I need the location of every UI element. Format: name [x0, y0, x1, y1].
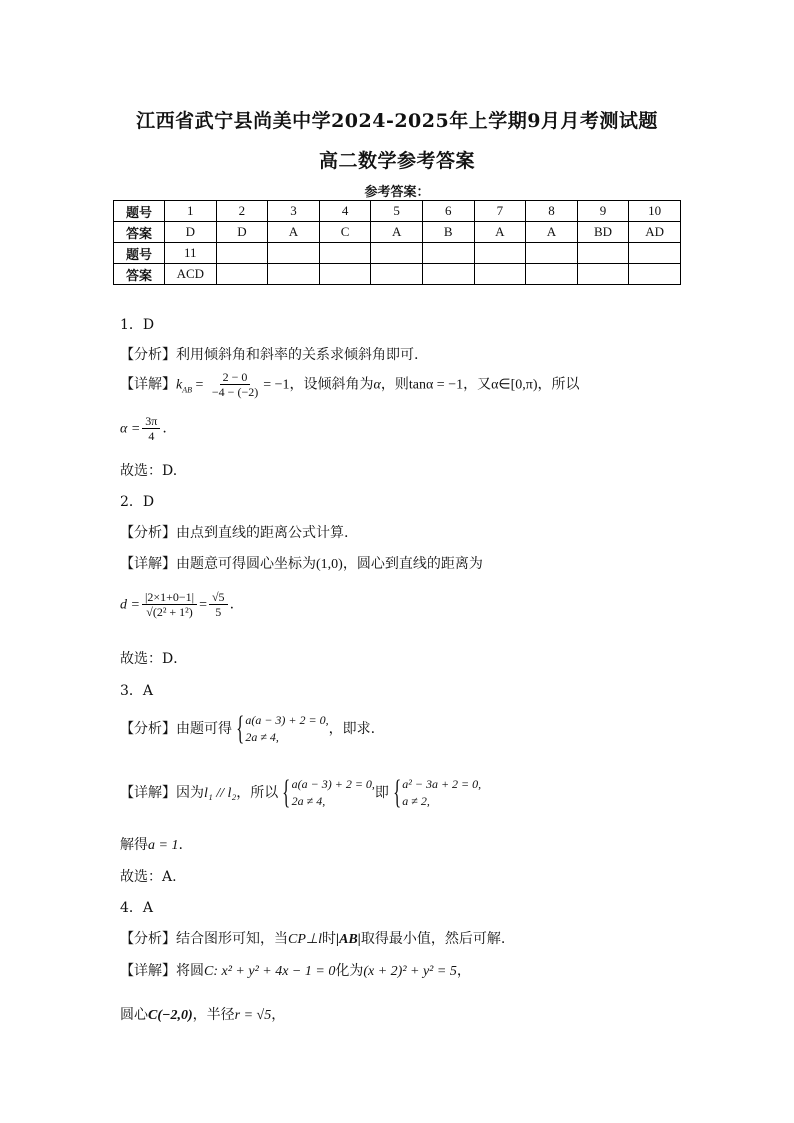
q1-k-sub: AB — [182, 385, 192, 395]
q2-fraction — [142, 590, 197, 619]
table-cell — [577, 264, 629, 285]
q2-detail-text2: ，圆心到直线的距离为 — [342, 556, 483, 572]
q4-center — [120, 1004, 285, 1024]
detail-tag: 【详解】 — [120, 556, 176, 572]
q1-eq-rest: = −1 — [263, 377, 290, 393]
table-cell: A — [526, 222, 578, 243]
q2-heading: 2．D — [120, 494, 155, 510]
q4-heading: 4．A — [120, 900, 154, 916]
row-label: 题号 — [114, 201, 165, 222]
q2-den: √(2² + 1²) — [146, 605, 193, 619]
q3-analysis-post: ，即求. — [328, 721, 376, 737]
q4-std-eq: (x + 2)² + y² = 5 — [363, 964, 457, 979]
table-cell: 9 — [577, 201, 629, 222]
q3-detail-mid: ，所以 — [236, 785, 279, 801]
q4-circle-eq: C: x² + y² + 4x − 1 = 0 — [204, 964, 336, 979]
q1-analysis — [120, 344, 418, 364]
q3-solve-pre: 解得 — [120, 837, 148, 853]
q3-choose: 故选：A. — [120, 869, 177, 885]
q3-detail — [120, 776, 481, 810]
row-label: 答案 — [114, 264, 165, 285]
q1-range: α∈[0,π) — [491, 377, 538, 393]
detail-tag: 【详解】 — [120, 785, 176, 801]
table-row — [114, 243, 681, 264]
q2-detail-text: 由题意可得圆心坐标为 — [176, 556, 316, 572]
q1-text3: ，又 — [463, 376, 492, 393]
answer-subtitle: 参考答案： — [364, 185, 430, 200]
q3-system-2: { a(a − 3) + 2 = 0, 2a ≠ 4, — [282, 774, 375, 811]
table-cell — [216, 264, 268, 285]
q3-system-1: { a(a − 3) + 2 = 0, 2a ≠ 4, — [236, 710, 329, 747]
table-cell — [422, 264, 474, 285]
q3-sys2-row2: 2a ≠ 4, — [291, 794, 326, 808]
q1-detail: 【详解】$k_{AB}$ = $\frac{2 - 0}{-4 - (-2)}$ = −1，设倾斜角为α，则tanα = −1，又α∈[0,π)，所以 — [120, 370, 580, 399]
q1-ans-fraction — [142, 414, 160, 443]
q4-detail-pre: 将圆 — [176, 963, 204, 979]
table-cell — [268, 243, 320, 264]
q1-tan: tanα = −1 — [408, 377, 464, 393]
table-cell — [629, 264, 681, 285]
table-cell: A — [474, 222, 526, 243]
q1-ans-den: 4 — [148, 429, 155, 443]
q4-center-mid: ，半径 — [192, 1007, 235, 1023]
table-cell: BD — [577, 222, 629, 243]
q1-text4: ，所以 — [537, 376, 580, 393]
table-cell — [371, 243, 423, 264]
q2-end: . — [229, 596, 235, 613]
q4-detail-end: ， — [456, 963, 471, 979]
table-cell: 11 — [165, 243, 217, 264]
q2-analysis-text: 由点到直线的距离公式计算. — [176, 525, 349, 541]
table-cell — [526, 264, 578, 285]
q3-solve — [120, 834, 183, 854]
q3-detail-pre: 因为 — [176, 785, 204, 801]
q3-analysis — [120, 712, 375, 746]
q3-solve-eq: a = 1 — [148, 838, 179, 853]
q3-heading: 3．A — [120, 683, 154, 699]
q1-choose: 故选：D. — [120, 463, 178, 479]
q2-result-fraction — [209, 590, 228, 619]
analysis-tag: 【分析】 — [120, 931, 176, 947]
table-cell: 10 — [629, 201, 681, 222]
table-cell: 5 — [371, 201, 423, 222]
q1-text1: ，设倾斜角为 — [289, 376, 374, 393]
q4-center-value: C(−2,0) — [148, 1008, 193, 1023]
q3-solve-end: . — [178, 837, 183, 853]
q3-sys1-row1: a(a − 3) + 2 = 0, — [245, 713, 329, 727]
q4-detail-mid: 化为 — [335, 963, 364, 979]
q3-analysis-pre: 由题可得 — [176, 721, 232, 737]
table-cell — [526, 243, 578, 264]
table-cell — [319, 243, 371, 264]
row-label: 题号 — [114, 243, 165, 264]
q3-sys1-row2: 2a ≠ 4, — [245, 730, 279, 744]
table-cell: A — [371, 222, 423, 243]
table-cell: ACD — [165, 264, 217, 285]
table-cell: 1 — [165, 201, 217, 222]
q1-alpha: α — [373, 377, 381, 393]
q1-fraction — [209, 370, 261, 399]
q4-ab: |AB| — [335, 932, 361, 947]
table-cell: D — [216, 222, 268, 243]
table-cell: B — [422, 222, 474, 243]
table-cell — [422, 243, 474, 264]
q1-result — [120, 414, 167, 443]
table-cell — [371, 264, 423, 285]
detail-tag: 【详解】 — [120, 963, 176, 979]
q4-center-end: ， — [271, 1007, 286, 1023]
q4-detail — [120, 960, 471, 980]
q1-text2: ，则 — [380, 376, 409, 393]
table-cell: 4 — [319, 201, 371, 222]
table-cell: D — [165, 222, 217, 243]
table-cell: A — [268, 222, 320, 243]
q2-res-den: 5 — [215, 605, 222, 619]
q2-res-num: √5 — [209, 590, 228, 605]
q3-parallel: l₁ // l₂ — [204, 786, 237, 801]
q4-analysis — [120, 928, 505, 948]
q1-analysis-text: 利用倾斜角和斜率的关系求倾斜角即可. — [176, 347, 419, 363]
q1-den: −4 − (−2) — [211, 385, 259, 399]
q2-detail — [120, 553, 483, 573]
answer-table — [113, 200, 681, 285]
q4-analysis-pre: 结合图形可知，当 — [176, 931, 288, 947]
table-cell: AD — [629, 222, 681, 243]
table-cell: 8 — [526, 201, 578, 222]
table-row — [114, 201, 681, 222]
table-row — [114, 264, 681, 285]
table-cell: 7 — [474, 201, 526, 222]
table-cell — [474, 243, 526, 264]
q3-sys3-row2: a ≠ 2, — [402, 794, 430, 808]
q3-detail-mid2: 即 — [374, 785, 389, 801]
q2-num: |2×1+0−1| — [142, 590, 197, 605]
table-cell: 2 — [216, 201, 268, 222]
title-line-2: 高二数学参考答案 — [318, 150, 475, 172]
table-cell: 3 — [268, 201, 320, 222]
table-cell: C — [319, 222, 371, 243]
q1-alpha-eq: α = — [120, 421, 141, 437]
row-label: 答案 — [114, 222, 165, 243]
table-cell — [268, 264, 320, 285]
table-cell — [474, 264, 526, 285]
q4-center-pre: 圆心 — [120, 1007, 148, 1023]
table-cell — [629, 243, 681, 264]
table-cell — [577, 243, 629, 264]
q1-end: . — [162, 420, 167, 437]
q1-num: 2 − 0 — [220, 370, 251, 385]
q2-analysis — [120, 522, 348, 542]
q1-k: k — [176, 377, 183, 393]
q2-distance — [120, 590, 234, 619]
analysis-tag: 【分析】 — [120, 347, 176, 363]
q1-heading: 1．D — [120, 317, 155, 333]
detail-tag: 【详解】 — [120, 376, 176, 393]
q3-sys2-row1: a(a − 3) + 2 = 0, — [291, 777, 375, 791]
q3-sys3-row1: a² − 3a + 2 = 0, — [402, 777, 482, 791]
q4-radius: r = √5 — [234, 1008, 272, 1023]
analysis-tag: 【分析】 — [120, 721, 176, 737]
q2-choose: 故选：D． — [120, 651, 188, 667]
table-cell: 6 — [422, 201, 474, 222]
table-cell — [319, 264, 371, 285]
q4-cond: CP⊥l — [288, 932, 322, 947]
q2-center: (1,0) — [316, 557, 343, 572]
q2-eq2: = — [199, 597, 207, 613]
q1-ans-num: 3π — [142, 414, 160, 429]
analysis-tag: 【分析】 — [120, 525, 176, 541]
q2-d-eq: d = — [120, 597, 140, 613]
table-row — [114, 222, 681, 243]
q4-analysis-post: 取得最小值，然后可解. — [360, 931, 506, 947]
q4-analysis-mid: 时 — [321, 931, 336, 947]
table-cell — [216, 243, 268, 264]
title-line-1: 江西省武宁县尚美中学2024-2025年上学期9月月考测试题 — [136, 110, 658, 132]
q3-system-3: { a² − 3a + 2 = 0, a ≠ 2, — [393, 774, 482, 811]
